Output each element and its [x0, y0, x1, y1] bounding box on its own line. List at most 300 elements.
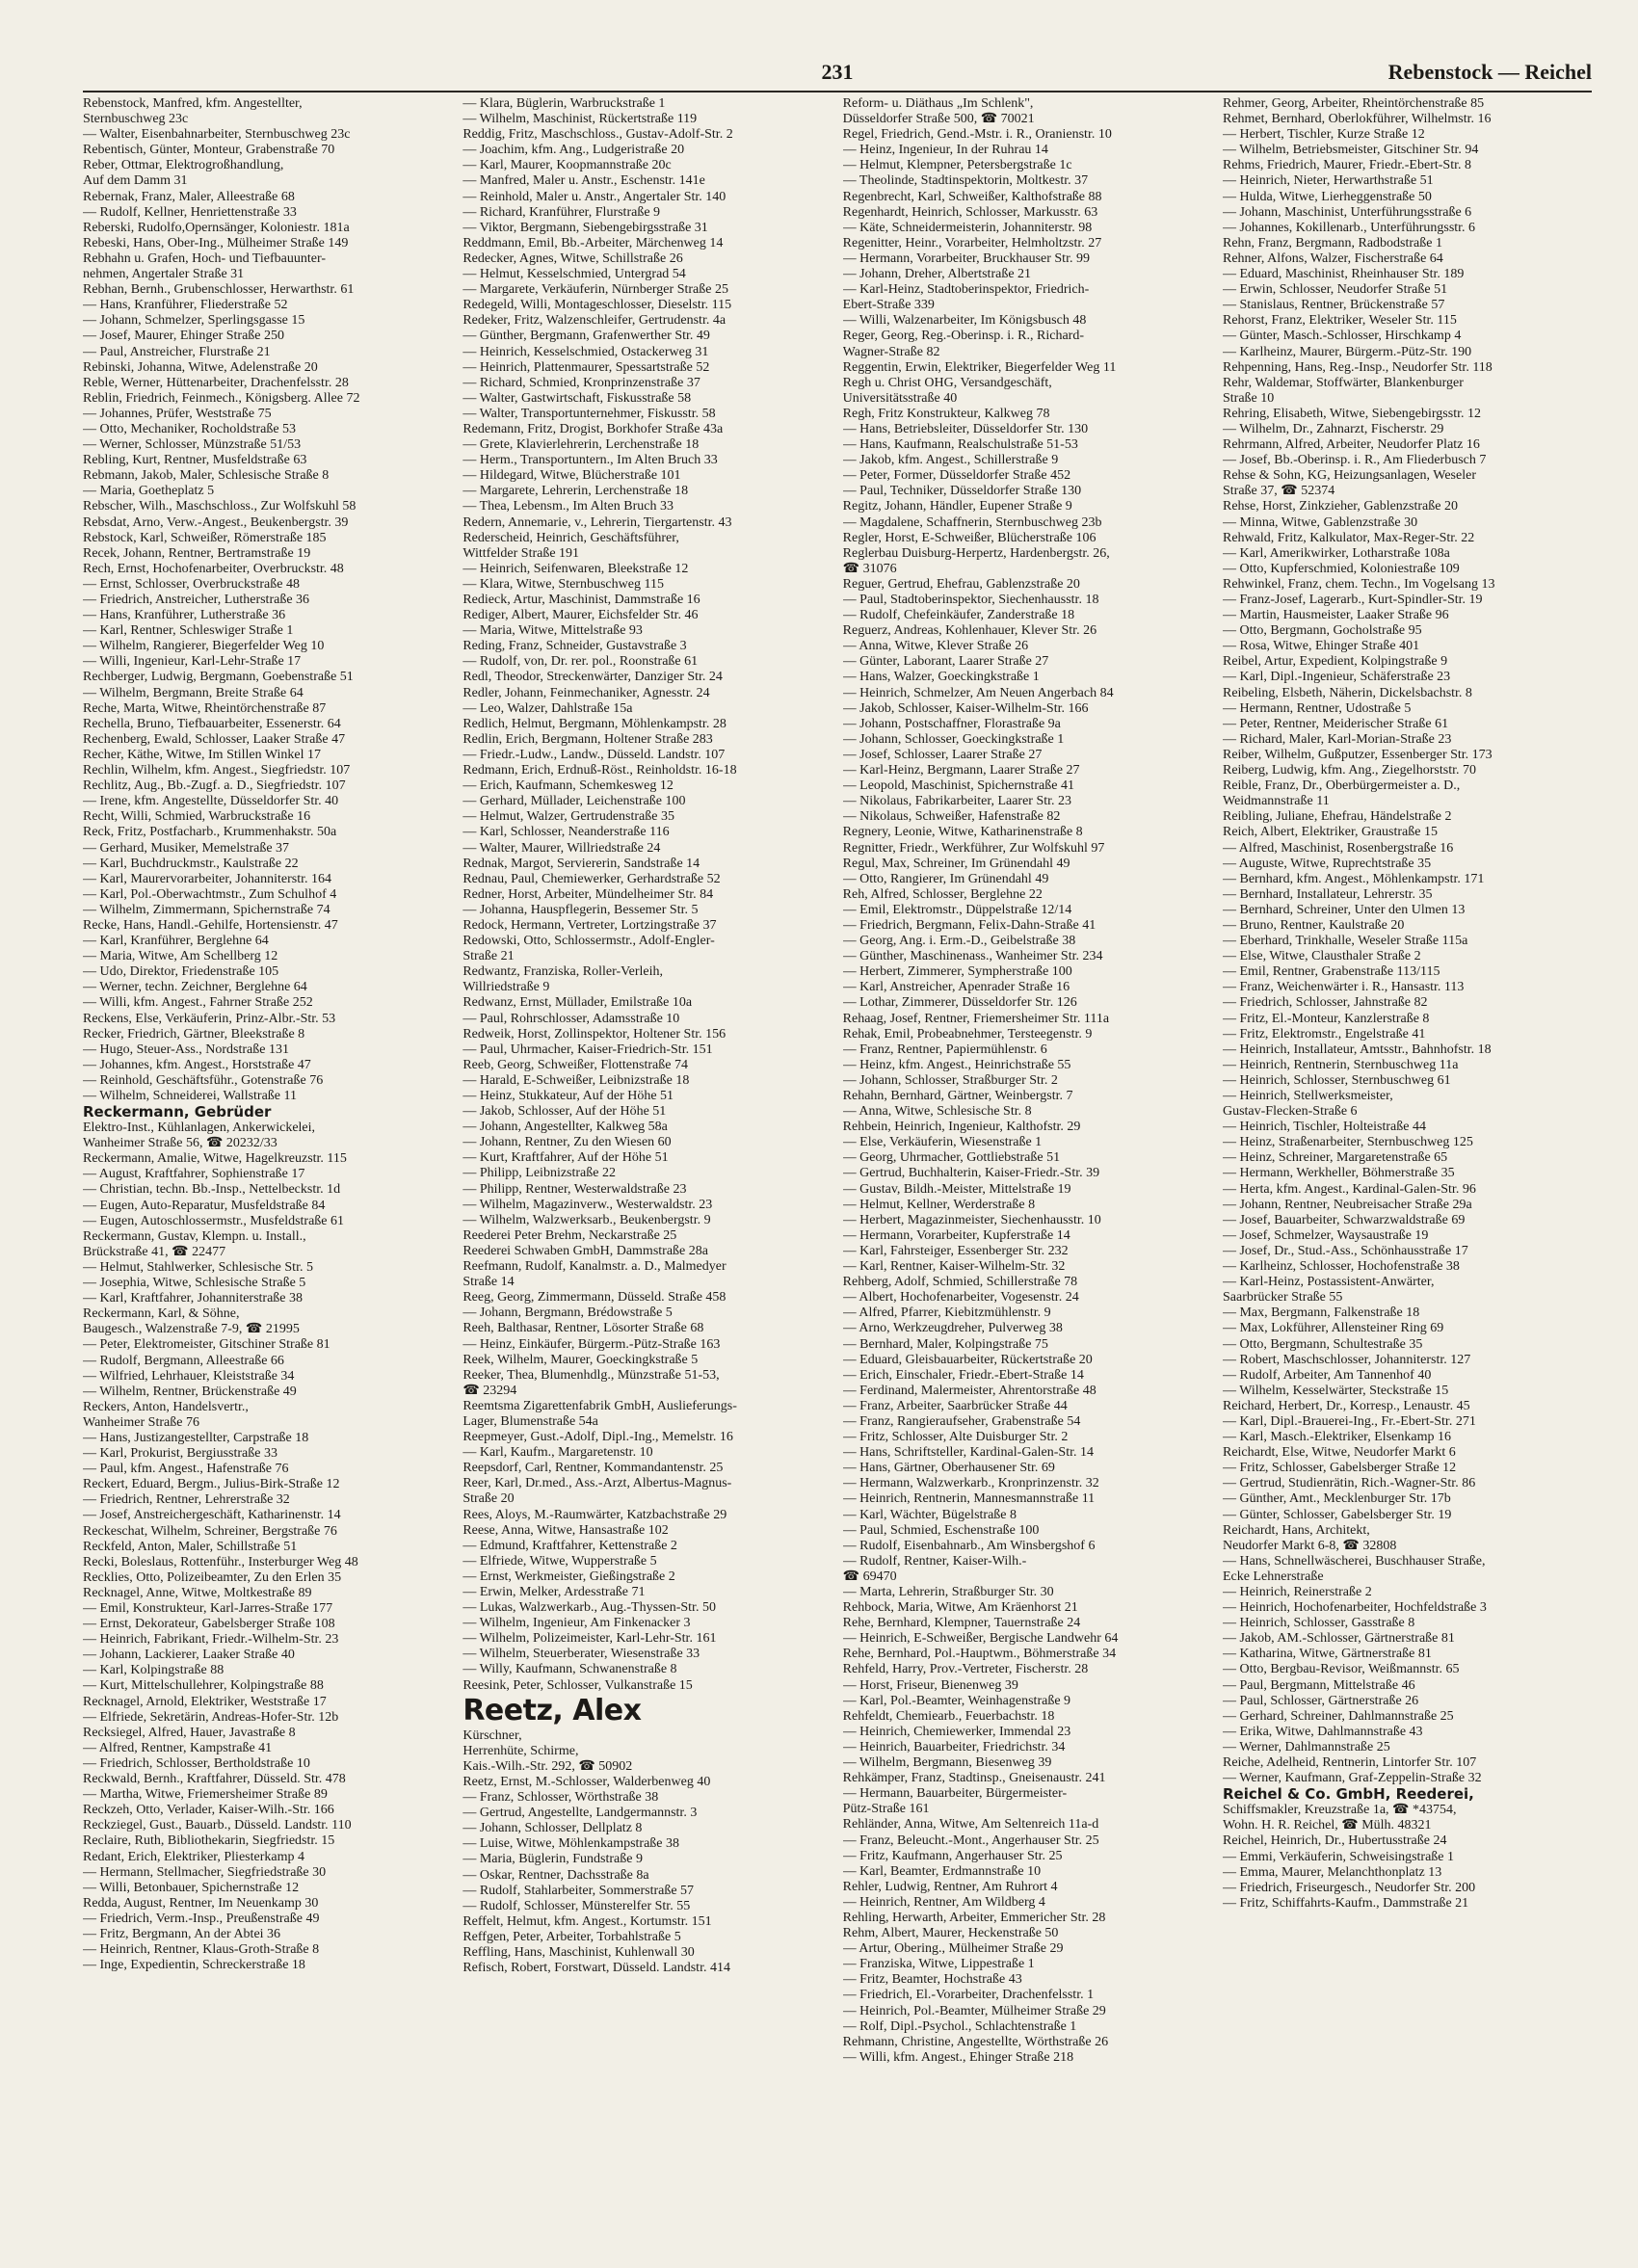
directory-entry: — Günter, Masch.-Schlosser, Hirschkamp 4 [1222, 329, 1462, 344]
directory-entry: — Wilhelm, Steuerberater, Wiesenstraße 33 [462, 1647, 700, 1662]
directory-entry: — Gerhard, Musiker, Memelstraße 37 [83, 840, 290, 856]
directory-entry: — Friedrich, Anstreicher, Lutherstraße 36 [83, 593, 310, 607]
directory-entry: — Otto, Kupferschmied, Koloniestraße 109 [1222, 561, 1460, 576]
directory-entry: Reefmann, Rudolf, Kanalmstr. a. D., Malmedyer [462, 1259, 727, 1275]
directory-entry: — Karl, Pol.-Oberwachtmstr., Zum Schulhof 4 [83, 886, 337, 902]
directory-entry: Rechlitz, Aug., Bb.-Zugf. a. D., Siegfriedstr. 107 [83, 778, 346, 794]
directory-entry: — Franz, Rentner, Papiermühlenstr. 6 [842, 1042, 1047, 1057]
directory-entry: Reepsdorf, Carl, Rentner, Kommandantenstr. 25 [462, 1461, 724, 1476]
running-head: Rebenstock — Reichel [1387, 60, 1592, 84]
directory-entry: — Maria, Witwe, Mittelstraße 93 [462, 623, 643, 639]
directory-entry: — Johann, Lackierer, Laaker Straße 40 [83, 1648, 295, 1663]
directory-entry: — Ernst, Schlosser, Overbruckstraße 48 [83, 576, 300, 592]
directory-entry: — Helmut, Stahlwerker, Schlesische Str. 5 [83, 1259, 313, 1275]
directory-entry: — Katharina, Witwe, Gärtnerstraße 81 [1222, 1647, 1432, 1662]
directory-entry: Rechenberg, Ewald, Schlosser, Laaker Straße 47 [83, 731, 346, 747]
directory-entry: — Franz, Weichenwärter i. R., Hansastr. 113 [1222, 980, 1465, 995]
directory-entry: — Eduard, Maschinist, Rheinhauser Str. 189 [1222, 267, 1465, 282]
directory-entry: Reckermann, Gebrüder [83, 1103, 272, 1121]
directory-entry: — Kurt, Kraftfahrer, Auf der Höhe 51 [462, 1150, 669, 1166]
directory-entry: — Heinz, Einkäufer, Bürgerm.-Pütz-Straße 163 [462, 1336, 721, 1352]
directory-entry: — Paul, Schmied, Eschenstraße 100 [842, 1522, 1040, 1538]
directory-entry: nehmen, Angertaler Straße 31 [83, 267, 245, 282]
directory-entry: — Heinrich, Kesselschmied, Ostackerweg 31 [462, 344, 709, 359]
directory-entry: — Gertrud, Studienrätin, Rich.-Wagner-Str. 86 [1222, 1476, 1476, 1491]
directory-entry: — Elfriede, Witwe, Wupperstraße 5 [462, 1553, 657, 1569]
directory-entry: — Artur, Obering., Mülheimer Straße 29 [842, 1941, 1064, 1957]
directory-entry: Reederei Peter Brehm, Neckarstraße 25 [462, 1227, 677, 1243]
directory-entry: Recht, Willi, Schmied, Warbruckstraße 16 [83, 809, 311, 825]
directory-entry: — Walter, Eisenbahnarbeiter, Sternbuschweg 23c [83, 127, 351, 143]
directory-entry: — Heinrich, Reinerstraße 2 [1222, 1585, 1372, 1599]
directory-entry: — Friedrich, Schlosser, Bertholdstraße 10 [83, 1755, 310, 1771]
directory-entry: — Paul, Rohrschlosser, Adamsstraße 10 [462, 1011, 680, 1026]
directory-entry: — Heinrich, Seifenwaren, Bleekstraße 12 [462, 561, 689, 576]
directory-entry: Reiberg, Ludwig, kfm. Ang., Ziegelhorststr. 70 [1222, 763, 1476, 778]
directory-entry: — Josef, Schlosser, Laarer Straße 27 [842, 747, 1043, 762]
directory-entry: Rehse & Sohn, KG, Heizungsanlagen, Weseler [1222, 468, 1476, 484]
directory-entry: — Gustav, Bildh.-Meister, Mittelstraße 19 [842, 1181, 1071, 1197]
directory-entry: — Johann, Rentner, Neubreisacher Straße 29a [1222, 1197, 1472, 1212]
directory-entry: Reederei Schwaben GmbH, Dammstraße 28a [462, 1243, 708, 1258]
directory-entry: — Franz, Arbeiter, Saarbrücker Straße 44 [842, 1398, 1068, 1413]
directory-entry: — Helmut, Walzer, Gertrudenstraße 35 [462, 809, 674, 825]
directory-entry: — Rudolf, Eisenbahnarb., Am Winsbergshof 6 [842, 1538, 1096, 1553]
directory-entry: Redecker, Agnes, Witwe, Schillstraße 26 [462, 251, 683, 266]
directory-entry: — Josephia, Witwe, Schlesische Straße 5 [83, 1276, 306, 1291]
directory-entry: — Hans, Kaufmann, Realschulstraße 51-53 [842, 437, 1078, 453]
directory-entry: — Paul, Stadtoberinspektor, Siechenhausstr. 18 [842, 593, 1099, 607]
directory-entry: Reck, Fritz, Postfacharb., Krummenhakstr. 50a [83, 825, 337, 840]
directory-entry: Reible, Franz, Dr., Oberbürgermeister a. D., [1222, 778, 1461, 794]
directory-entry: — Rudolf, Schlosser, Münsterelfer Str. 55 [462, 1898, 691, 1913]
directory-entry: — Hans, Kranführer, Fliederstraße 52 [83, 298, 288, 313]
directory-entry: Wittfelder Straße 191 [462, 545, 580, 561]
directory-entry: Rehfeldt, Chemiearb., Feuerbachstr. 18 [842, 1708, 1055, 1724]
directory-entry: — Heinz, kfm. Angest., Heinrichstraße 55 [842, 1057, 1071, 1072]
directory-entry: Reguer, Gertrud, Ehefrau, Gablenzstraße 20 [842, 576, 1080, 592]
directory-entry: Reckers, Anton, Handelsvertr., [83, 1399, 249, 1414]
directory-entry: Reble, Werner, Hüttenarbeiter, Drachenfelsstr. 28 [83, 375, 349, 390]
directory-entry: — Johannes, kfm. Angest., Horststraße 47 [83, 1057, 311, 1072]
directory-entry: — Georg, Ang. i. Erm.-D., Geibelstraße 38 [842, 934, 1076, 949]
directory-entry: Reckziegel, Gust., Bauarb., Düsseld. Landstr. 110 [83, 1818, 352, 1833]
directory-entry: — Leopold, Maschinist, Spichernstraße 41 [842, 778, 1074, 794]
directory-entry: — Heinrich, Chemiewerker, Immendal 23 [842, 1724, 1071, 1739]
directory-entry: — Lukas, Walzwerkarb., Aug.-Thyssen-Str. 50 [462, 1600, 716, 1616]
directory-entry: Rehfeld, Harry, Prov.-Vertreter, Fischerstr. 28 [842, 1662, 1089, 1677]
directory-entry: Rechella, Bruno, Tiefbauarbeiter, Essenerstr. 64 [83, 716, 341, 731]
directory-entry: — Heinrich, Rentnerin, Mannesmannstraße 11 [842, 1491, 1096, 1507]
directory-entry: — Fritz, Bergmann, An der Abtei 36 [83, 1926, 281, 1941]
directory-entry: Ecke Lehnerstraße [1222, 1569, 1324, 1584]
directory-entry: — Wilhelm, Rangierer, Biegerfelder Weg 10 [83, 639, 325, 654]
directory-entry: — Heinz, Schreiner, Margaretenstraße 65 [1222, 1150, 1448, 1166]
directory-entry: — Wilhelm, Betriebsmeister, Gitschiner Str. 94 [1222, 143, 1479, 158]
directory-entry: Regul, Max, Schreiner, Im Grünendahl 49 [842, 856, 1070, 871]
directory-entry: Ebert-Straße 339 [842, 298, 935, 313]
directory-entry: Redl, Theodor, Streckenwärter, Danziger Str. 24 [462, 670, 723, 685]
directory-entry: Rehmann, Christine, Angestellte, Wörthstraße 26 [842, 2034, 1109, 2049]
directory-entry: Wanheimer Straße 56, ☎ 20232/33 [83, 1136, 277, 1151]
directory-entry: — Rudolf, von, Dr. rer. pol., Roonstraße 61 [462, 654, 699, 670]
directory-entry: — Wilhelm, Kesselwärter, Steckstraße 15 [1222, 1383, 1449, 1398]
directory-entry: Reetz, Ernst, M.-Schlosser, Walderbenweg 40 [462, 1774, 711, 1789]
directory-entry: Reckermann, Karl, & Söhne, [83, 1306, 240, 1322]
directory-entry: Rehe, Bernhard, Pol.-Hauptwm., Böhmerstraße 34 [842, 1647, 1117, 1662]
directory-entry: Rehorst, Franz, Elektriker, Weseler Str. 115 [1222, 313, 1457, 329]
directory-entry: — Klara, Büglerin, Warbruckstraße 1 [462, 96, 666, 111]
directory-entry: — Anna, Witwe, Schlesische Str. 8 [842, 1104, 1032, 1120]
directory-entry: — Richard, Schmied, Kronprinzenstraße 37 [462, 375, 700, 390]
directory-entry: Redant, Erich, Elektriker, Pliesterkamp 4 [83, 1849, 304, 1864]
directory-entry: — Margarete, Verkäuferin, Nürnberger Straße 25 [462, 282, 728, 298]
directory-entry: — Walter, Maurer, Willriedstraße 24 [462, 840, 661, 856]
directory-entry: ☎ 69470 [842, 1569, 897, 1584]
directory-entry: Reiche, Adelheid, Rentnerin, Lintorfer Str. 107 [1222, 1755, 1477, 1771]
directory-entry: — Friedr.-Ludw., Landw., Düsseld. Landstr. 107 [462, 747, 726, 762]
directory-entry: Reichardt, Hans, Architekt, [1222, 1522, 1370, 1538]
directory-entry: Reepmeyer, Gust.-Adolf, Dipl.-Ing., Memelstr. 16 [462, 1430, 733, 1445]
directory-entry: — Heinrich, Rentnerin, Sternbuschweg 11a [1222, 1057, 1459, 1072]
directory-entry: Düsseldorfer Straße 500, ☎ 70021 [842, 112, 1035, 127]
directory-entry: — Nikolaus, Fabrikarbeiter, Laarer Str. 23 [842, 794, 1072, 809]
directory-entry: Reer, Karl, Dr.med., Ass.-Arzt, Albertus-Magnus- [462, 1476, 732, 1491]
directory-entry: — Bernhard, Installateur, Lehrerstr. 35 [1222, 886, 1433, 902]
directory-entry: — Wilhelm, Bergmann, Breite Straße 64 [83, 685, 304, 700]
directory-entry: — Friedrich, Friseurgesch., Neudorfer Str. 200 [1222, 1880, 1476, 1895]
directory-entry: — Hulda, Witwe, Lierheggenstraße 50 [1222, 189, 1432, 204]
directory-entry: Recker, Friedrich, Gärtner, Bleekstraße 8 [83, 1026, 305, 1042]
directory-entry: — Johanna, Hauspflegerin, Bessemer Str. 5 [462, 902, 699, 917]
directory-entry: — Paul, Anstreicher, Flurstraße 21 [83, 344, 271, 359]
directory-entry: — Hermann, Vorarbeiter, Kupferstraße 14 [842, 1227, 1070, 1243]
directory-entry: Rehm, Albert, Maurer, Heckenstraße 50 [842, 1926, 1059, 1941]
directory-entry: — Heinz, Ingenieur, In der Ruhrau 14 [842, 143, 1048, 158]
directory-entry: — Werner, Kaufmann, Graf-Zeppelin-Straße 32 [1222, 1771, 1482, 1786]
directory-entry: — Max, Lokführer, Allensteiner Ring 69 [1222, 1321, 1444, 1336]
columns [83, 96, 1592, 2251]
directory-entry: — Hildegard, Witwe, Blücherstraße 101 [462, 468, 681, 484]
directory-entry: Straße 21 [462, 949, 515, 964]
directory-entry: Rednau, Paul, Chemiewerker, Gerhardstraße 52 [462, 871, 721, 886]
directory-entry: Redda, August, Rentner, Im Neuenkamp 30 [83, 1895, 319, 1911]
directory-entry: Rebhahn u. Grafen, Hoch- und Tiefbauunter- [83, 251, 327, 266]
directory-entry: — Wilhelm, Magazinverw., Westerwaldstr. 23 [462, 1197, 713, 1212]
directory-entry: Regnery, Leonie, Witwe, Katharinenstraße 8 [842, 825, 1083, 840]
directory-entry: Reichel & Co. GmbH, Reederei, [1222, 1785, 1474, 1804]
directory-entry: — Willi, kfm. Angest., Fahrner Straße 252 [83, 995, 313, 1011]
directory-entry: Rehmet, Bernhard, Oberlokführer, Wilhelmstr. 16 [1222, 112, 1492, 127]
directory-entry: Rehwald, Fritz, Kalkulator, Max-Reger-Str. 22 [1222, 530, 1475, 545]
directory-entry: Reh, Alfred, Schlosser, Berglehne 22 [842, 886, 1043, 902]
directory-entry: — Otto, Bergbau-Revisor, Weißmannstr. 65 [1222, 1662, 1460, 1677]
directory-entry: — Hans, Betriebsleiter, Düsseldorfer Str. 130 [842, 421, 1089, 436]
directory-entry: — Theolinde, Stadtinspektorin, Moltkestr. 37 [842, 173, 1089, 189]
directory-entry: Redlich, Helmut, Bergmann, Möhlenkampstr. 28 [462, 716, 727, 731]
directory-entry: — Paul, Schlosser, Gärtnerstraße 26 [1222, 1693, 1419, 1708]
directory-entry: — Rudolf, Rentner, Kaiser-Wilh.- [842, 1553, 1027, 1569]
directory-entry: — Rudolf, Kellner, Henriettenstraße 33 [83, 204, 297, 220]
directory-entry: Reddmann, Emil, Bb.-Arbeiter, Märchenweg 14 [462, 235, 724, 251]
directory-entry: Reckeschat, Wilhelm, Schreiner, Bergstraße 76 [83, 1523, 337, 1539]
directory-entry: — Willi, kfm. Angest., Ehinger Straße 218 [842, 2049, 1074, 2065]
directory-entry: Straße 37, ☎ 52374 [1222, 484, 1335, 499]
directory-entry: — Josef, Maurer, Ehinger Straße 250 [83, 329, 284, 344]
directory-entry: Reeh, Balthasar, Rentner, Lösorter Straße 68 [462, 1321, 704, 1336]
directory-entry: — Johann, Angestellter, Kalkweg 58a [462, 1120, 668, 1135]
directory-entry: — Johann, Maschinist, Unterführungsstraße 6 [1222, 204, 1472, 220]
directory-entry: Reckzeh, Otto, Verlader, Kaiser-Wilh.-Str. 166 [83, 1803, 334, 1818]
directory-entry: — Jakob, AM.-Schlosser, Gärtnerstraße 81 [1222, 1631, 1455, 1647]
column-3 [843, 96, 1212, 2251]
directory-entry: Reform- u. Diäthaus „Im Schlenk", [842, 96, 1034, 111]
directory-entry: Rees, Aloys, M.-Raumwärter, Katzbachstraße 29 [462, 1507, 727, 1522]
directory-entry: Neudorfer Markt 6-8, ☎ 32808 [1222, 1538, 1397, 1553]
directory-entry: — Hermann, Vorarbeiter, Bruckhauser Str. 99 [842, 251, 1090, 266]
directory-entry: — Maria, Goetheplatz 5 [83, 484, 215, 499]
directory-entry: — Heinrich, E-Schweißer, Bergische Landwehr 64 [842, 1631, 1119, 1647]
directory-entry: — Willi, Betonbauer, Spichernstraße 12 [83, 1880, 300, 1895]
directory-entry: — Karl, Kranführer, Berglehne 64 [83, 934, 269, 949]
header-rule [83, 91, 1592, 92]
directory-entry: Reglerbau Duisburg-Herpertz, Hardenbergstr. 26, [842, 545, 1110, 561]
directory-entry: — Christian, techn. Bb.-Insp., Nettelbeckstr. 1d [83, 1182, 341, 1198]
directory-entry: — Fritz, El.-Monteur, Kanzlerstraße 8 [1222, 1011, 1430, 1026]
directory-entry: Regenhardt, Heinrich, Schlosser, Markusstr. 63 [842, 204, 1098, 220]
directory-entry: Reckens, Else, Verkäuferin, Prinz-Albr.-Str. 53 [83, 1011, 336, 1026]
directory-entry: — Peter, Former, Düsseldorfer Straße 452 [842, 468, 1071, 484]
directory-entry: — Heinrich, Bauarbeiter, Friedrichstr. 34 [842, 1739, 1066, 1754]
directory-entry: — Otto, Rangierer, Im Grünendahl 49 [842, 871, 1049, 886]
directory-entry: — Herm., Transportuntern., Im Alten Bruch 33 [462, 453, 718, 468]
directory-entry: — Hans, Justizangestellter, Carpstraße 18 [83, 1430, 309, 1445]
directory-entry: Reberski, Rudolfo,Opernsänger, Koloniestr. 181a [83, 220, 350, 235]
directory-entry: — Wilhelm, Bergmann, Biesenweg 39 [842, 1755, 1052, 1771]
page-number: 231 [821, 60, 854, 84]
directory-entry: Rediger, Albert, Maurer, Eichsfelder Str. 46 [462, 608, 699, 623]
directory-entry: — Karl, Masch.-Elektriker, Elsenkamp 16 [1222, 1430, 1451, 1445]
directory-entry: — Heinrich, Installateur, Amtsstr., Bahnhofstr. 18 [1222, 1042, 1492, 1057]
directory-entry: — Inge, Expedientin, Schreckerstraße 18 [83, 1958, 305, 1973]
directory-entry: — Jakob, kfm. Angest., Schillerstraße 9 [842, 453, 1059, 468]
directory-entry: — Karl, Beamter, Erdmannstraße 10 [842, 1863, 1042, 1879]
directory-entry: Refisch, Robert, Forstwart, Düsseld. Landstr. 414 [462, 1961, 730, 1976]
directory-entry: — Karl, Maurer, Koopmannstraße 20c [462, 158, 672, 173]
directory-entry: Redler, Johann, Feinmechaniker, Agnesstr. 24 [462, 685, 710, 700]
directory-entry: — Karl-Heinz, Stadtoberinspektor, Friedrich- [842, 282, 1090, 298]
directory-entry: Regh u. Christ OHG, Versandgeschäft, [842, 375, 1052, 390]
directory-entry: — Karl, Dipl.-Ingenieur, Schäferstraße 23 [1222, 670, 1451, 685]
page-header [83, 54, 1592, 89]
directory-entry: — Karl, Kolpingstraße 88 [83, 1663, 225, 1678]
directory-entry: Rehbock, Maria, Witwe, Am Kräenhorst 21 [842, 1600, 1078, 1616]
directory-entry: — Günther, Maschinenass., Wanheimer Str. 234 [842, 949, 1103, 964]
directory-entry: — Gerhard, Schreiner, Dahlmannstraße 25 [1222, 1708, 1454, 1724]
directory-entry: — Günther, Bergmann, Grafenwerther Str. 49 [462, 329, 710, 344]
directory-entry: Reche, Marta, Witwe, Rheintörchenstraße 87 [83, 700, 327, 716]
directory-entry: — Josef, Anstreichergeschäft, Katharinenstr. 14 [83, 1508, 341, 1523]
directory-entry: — Rosa, Witwe, Ehinger Straße 401 [1222, 639, 1420, 654]
directory-entry: Reding, Franz, Schneider, Gustavstraße 3 [462, 639, 687, 654]
directory-entry: — Karl, Pol.-Beamter, Weinhagenstraße 9 [842, 1693, 1071, 1708]
directory-entry: — Karl, Anstreicher, Apenrader Straße 16 [842, 980, 1070, 995]
directory-entry: — Fritz, Schlosser, Gabelsberger Straße 12 [1222, 1461, 1457, 1476]
directory-entry: Reeb, Georg, Schweißer, Flottenstraße 74 [462, 1057, 688, 1072]
directory-entry: ☎ 23294 [462, 1383, 517, 1398]
directory-entry: Reichel, Heinrich, Dr., Hubertusstraße 24 [1222, 1833, 1447, 1849]
directory-entry: — Jakob, Schlosser, Kaiser-Wilhelm-Str. 166 [842, 700, 1089, 716]
directory-entry: Reckert, Eduard, Bergm., Julius-Birk-Straße 12 [83, 1477, 340, 1492]
directory-entry: Rehrmann, Alfred, Arbeiter, Neudorfer Platz 16 [1222, 437, 1480, 453]
directory-entry: — Johann, Rentner, Zu den Wiesen 60 [462, 1135, 672, 1150]
directory-entry: — Heinrich, Schmelzer, Am Neuen Angerbach 84 [842, 685, 1114, 700]
directory-entry: Rebentisch, Günter, Monteur, Grabenstraße 70 [83, 143, 335, 158]
directory-entry: — Rolf, Dipl.-Psychol., Schlachtenstraße 1 [842, 2018, 1077, 2034]
directory-entry: Rechberger, Ludwig, Bergmann, Goebenstraße 51 [83, 670, 354, 685]
directory-entry: Reckfeld, Anton, Maler, Schillstraße 51 [83, 1539, 298, 1554]
directory-entry: — Kurt, Mittelschullehrer, Kolpingstraße 88 [83, 1678, 324, 1694]
directory-entry: — Hugo, Steuer-Ass., Nordstraße 131 [83, 1042, 289, 1057]
directory-entry: Recki, Boleslaus, Rottenführ., Insterburger Weg 48 [83, 1554, 358, 1569]
directory-entry: — Wilhelm, Ingenieur, Am Finkenacker 3 [462, 1616, 691, 1631]
directory-entry: — Johannes, Kokillenarb., Unterführungsstr. 6 [1222, 220, 1476, 235]
directory-entry: — Franziska, Witwe, Lippestraße 1 [842, 1957, 1035, 1972]
directory-entry: Straße 20 [462, 1491, 515, 1507]
directory-entry: — Johann, Postschaffner, Florastraße 9a [842, 716, 1061, 731]
directory-entry: — Karl, Wächter, Bügelstraße 8 [842, 1507, 1017, 1522]
directory-entry: Redmann, Erich, Erdnuß-Röst., Reinholdstr. 16-18 [462, 763, 737, 778]
directory-entry: — Heinrich, Nieter, Herwarthstraße 51 [1222, 173, 1434, 189]
directory-entry: — Helmut, Klempner, Petersbergstraße 1c [842, 158, 1072, 173]
directory-entry: — Walter, Gastwirtschaft, Fiskusstraße 58 [462, 390, 692, 406]
directory-entry: — Erwin, Schlosser, Neudorfer Straße 51 [1222, 282, 1448, 298]
directory-entry: — Elfriede, Sekretärin, Andreas-Hofer-Str. 12b [83, 1709, 339, 1725]
directory-entry: — Eugen, Auto-Reparatur, Musfeldstraße 84 [83, 1198, 326, 1213]
directory-entry: Reetz, Alex [462, 1693, 642, 1727]
directory-entry: Herrenhüte, Schirme, [462, 1743, 579, 1758]
directory-entry: Rehe, Bernhard, Klempner, Tauernstraße 24 [842, 1616, 1081, 1631]
directory-entry: — Karl, Prokurist, Bergiusstraße 33 [83, 1446, 277, 1462]
directory-entry: — Karl, Maurervorarbeiter, Johanniterstr. 164 [83, 871, 331, 886]
directory-entry: Redieck, Artur, Maschinist, Dammstraße 16 [462, 593, 700, 607]
directory-entry: — Ernst, Werkmeister, Gießingstraße 2 [462, 1569, 675, 1584]
directory-entry: — Otto, Mechaniker, Rocholdstraße 53 [83, 421, 297, 436]
directory-entry: — Karl-Heinz, Bergmann, Laarer Straße 27 [842, 763, 1080, 778]
directory-entry: Wanheimer Straße 76 [83, 1414, 199, 1430]
directory-entry: — Karl-Heinz, Postassistent-Anwärter, [1222, 1275, 1435, 1290]
directory-entry: Regel, Friedrich, Gend.-Mstr. i. R., Oranienstr. 10 [842, 127, 1112, 143]
directory-entry: — Josef, Bauarbeiter, Schwarzwaldstraße 69 [1222, 1212, 1466, 1227]
directory-entry: Rebinski, Johanna, Witwe, Adelenstraße 20 [83, 359, 318, 375]
directory-entry: — Erich, Einschaler, Friedr.-Ebert-Straße 14 [842, 1367, 1084, 1383]
directory-entry: — Heinrich, Plattenmaurer, Spessartstraße 52 [462, 359, 710, 375]
directory-entry: — Paul, kfm. Angest., Hafenstraße 76 [83, 1462, 289, 1477]
directory-entry: Lager, Blumenstraße 54a [462, 1413, 598, 1429]
directory-entry: Rehmer, Georg, Arbeiter, Rheintörchenstraße 85 [1222, 96, 1485, 111]
directory-entry: — Bernhard, Maler, Kolpingstraße 75 [842, 1336, 1048, 1352]
directory-entry: Weidmannstraße 11 [1222, 794, 1330, 809]
directory-entry: — Franz, Beleucht.-Mont., Angerhauser Str. 25 [842, 1833, 1099, 1848]
directory-entry: — Ernst, Dekorateur, Gabelsberger Straße 108 [83, 1617, 335, 1632]
directory-entry: — Alfred, Rentner, Kampstraße 41 [83, 1740, 273, 1755]
directory-entry: Reckwald, Bernh., Kraftfahrer, Düsseld. Str. 478 [83, 1772, 346, 1787]
directory-entry: — Emmi, Verkäuferin, Schweisingstraße 1 [1222, 1849, 1455, 1864]
directory-entry: Rehner, Alfons, Walzer, Fischerstraße 64 [1222, 251, 1443, 266]
directory-entry: Baugesch., Walzenstraße 7-9, ☎ 21995 [83, 1322, 300, 1337]
directory-entry: — Günter, Laborant, Laarer Straße 27 [842, 654, 1049, 670]
directory-entry: Redner, Horst, Arbeiter, Mündelheimer Str. 84 [462, 886, 714, 902]
directory-entry: — Alfred, Pfarrer, Kiebitzmühlenstr. 9 [842, 1305, 1051, 1321]
directory-entry: Rehbein, Heinrich, Ingenieur, Kalthofstr. 29 [842, 1120, 1081, 1135]
directory-entry: — Harald, E-Schweißer, Leibnizstraße 18 [462, 1072, 690, 1088]
directory-entry: Redweik, Horst, Zollinspektor, Holtener Str. 156 [462, 1026, 727, 1042]
directory-entry: Rebernak, Franz, Maler, Alleestraße 68 [83, 189, 295, 204]
directory-entry: — Karl, Dipl.-Brauerei-Ing., Fr.-Ebert-Str. 271 [1222, 1413, 1476, 1429]
directory-entry: — Josef, Schmelzer, Waysaustraße 19 [1222, 1227, 1429, 1243]
directory-entry: — Reinhold, Maler u. Anstr., Angertaler Str. 140 [462, 189, 727, 204]
directory-entry: — Gertrud, Angestellte, Landgermannstr. 3 [462, 1806, 698, 1821]
directory-entry: — Friedrich, El.-Vorarbeiter, Drachenfelsstr. 1 [842, 1988, 1095, 2003]
directory-entry: — Emil, Konstrukteur, Karl-Jarres-Straße 177 [83, 1601, 333, 1616]
directory-entry: — Heinrich, Fabrikant, Friedr.-Wilhelm-Str. 23 [83, 1632, 339, 1648]
directory-entry: — Fritz, Schiffahrts-Kaufm., Dammstraße 21 [1222, 1895, 1469, 1911]
directory-entry: — Johannes, Prüfer, Weststraße 75 [83, 406, 272, 421]
directory-entry: — Wilhelm, Dr., Zahnarzt, Fischerstr. 29 [1222, 421, 1444, 436]
directory-entry: — Wilhelm, Walzwerksarb., Beukenbergstr. 9 [462, 1212, 711, 1227]
directory-entry: Reibeling, Elsbeth, Näherin, Dickelsbachstr. 8 [1222, 685, 1472, 700]
directory-entry: Redock, Hermann, Vertreter, Lortzingstraße 37 [462, 917, 717, 933]
directory-entry: — Auguste, Witwe, Ruprechtstraße 35 [1222, 856, 1432, 871]
directory-entry: — Paul, Techniker, Düsseldorfer Straße 130 [842, 484, 1082, 499]
directory-entry: — Luise, Witwe, Möhlenkampstraße 38 [462, 1836, 680, 1852]
directory-entry: — Hermann, Rentner, Udostraße 5 [1222, 700, 1412, 716]
directory-entry: — Rudolf, Arbeiter, Am Tannenhof 40 [1222, 1367, 1432, 1383]
directory-entry: Redlin, Erich, Bergmann, Holtener Straße 283 [462, 731, 713, 747]
directory-entry: Redwanz, Ernst, Müllader, Emilstraße 10a [462, 995, 693, 1011]
directory-entry: — Horst, Friseur, Bienenweg 39 [842, 1677, 1018, 1693]
directory-entry: — Leo, Walzer, Dahlstraße 15a [462, 700, 633, 716]
directory-entry: Reibel, Artur, Expedient, Kolpingstraße 9 [1222, 654, 1448, 670]
directory-entry: — Wilhelm, Polizeimeister, Karl-Lehr-Str. 161 [462, 1631, 717, 1647]
directory-entry: — Karl, Schlosser, Neanderstraße 116 [462, 825, 670, 840]
directory-entry: Kürschner, [462, 1727, 522, 1743]
directory-entry: Reiber, Wilhelm, Gußputzer, Essenberger Str. 173 [1222, 747, 1493, 762]
directory-entry: — Joachim, kfm. Ang., Ludgeristraße 20 [462, 143, 685, 158]
directory-entry: — Manfred, Maler u. Anstr., Eschenstr. 141e [462, 173, 705, 189]
directory-entry: Redeker, Fritz, Walzenschleifer, Gertrudenstr. 4a [462, 313, 727, 329]
directory-entry: — Klara, Witwe, Sternbuschweg 115 [462, 576, 664, 592]
directory-entry: Reblin, Friedrich, Feinmech., Königsberg. Allee 72 [83, 390, 360, 406]
directory-entry: — Philipp, Rentner, Westerwaldstraße 23 [462, 1181, 687, 1197]
directory-entry: — Günter, Schlosser, Gabelsberger Str. 19 [1222, 1507, 1452, 1522]
directory-entry: Redowski, Otto, Schlossermstr., Adolf-Engler- [462, 934, 715, 949]
directory-entry: — Rudolf, Stahlarbeiter, Sommerstraße 57 [462, 1883, 695, 1898]
directory-entry: — August, Kraftfahrer, Sophienstraße 17 [83, 1167, 305, 1182]
directory-entry: Reemtsma Zigarettenfabrik GmbH, Auslieferungs- [462, 1398, 737, 1413]
directory-entry: Reffling, Hans, Maschinist, Kuhlenwall 30 [462, 1944, 695, 1960]
directory-entry: — Herbert, Tischler, Kurze Straße 12 [1222, 127, 1425, 143]
directory-entry: Redegeld, Willi, Montageschlosser, Dieselstr. 115 [462, 298, 732, 313]
directory-entry: — Karlheinz, Maurer, Bürgerm.-Pütz-Str. 190 [1222, 344, 1472, 359]
directory-entry: — Lothar, Zimmerer, Düsseldorfer Str. 126 [842, 995, 1077, 1011]
directory-entry: — Helmut, Kesselschmied, Untergrad 54 [462, 267, 686, 282]
directory-entry: Straße 14 [462, 1275, 515, 1290]
directory-entry: Rehring, Elisabeth, Witwe, Siebengebirgsstr. 12 [1222, 406, 1481, 421]
directory-entry: — Anna, Witwe, Klever Straße 26 [842, 639, 1029, 654]
column-2 [462, 96, 832, 2251]
directory-entry: Rehpenning, Hans, Reg.-Insp., Neudorfer Str. 118 [1222, 359, 1493, 375]
